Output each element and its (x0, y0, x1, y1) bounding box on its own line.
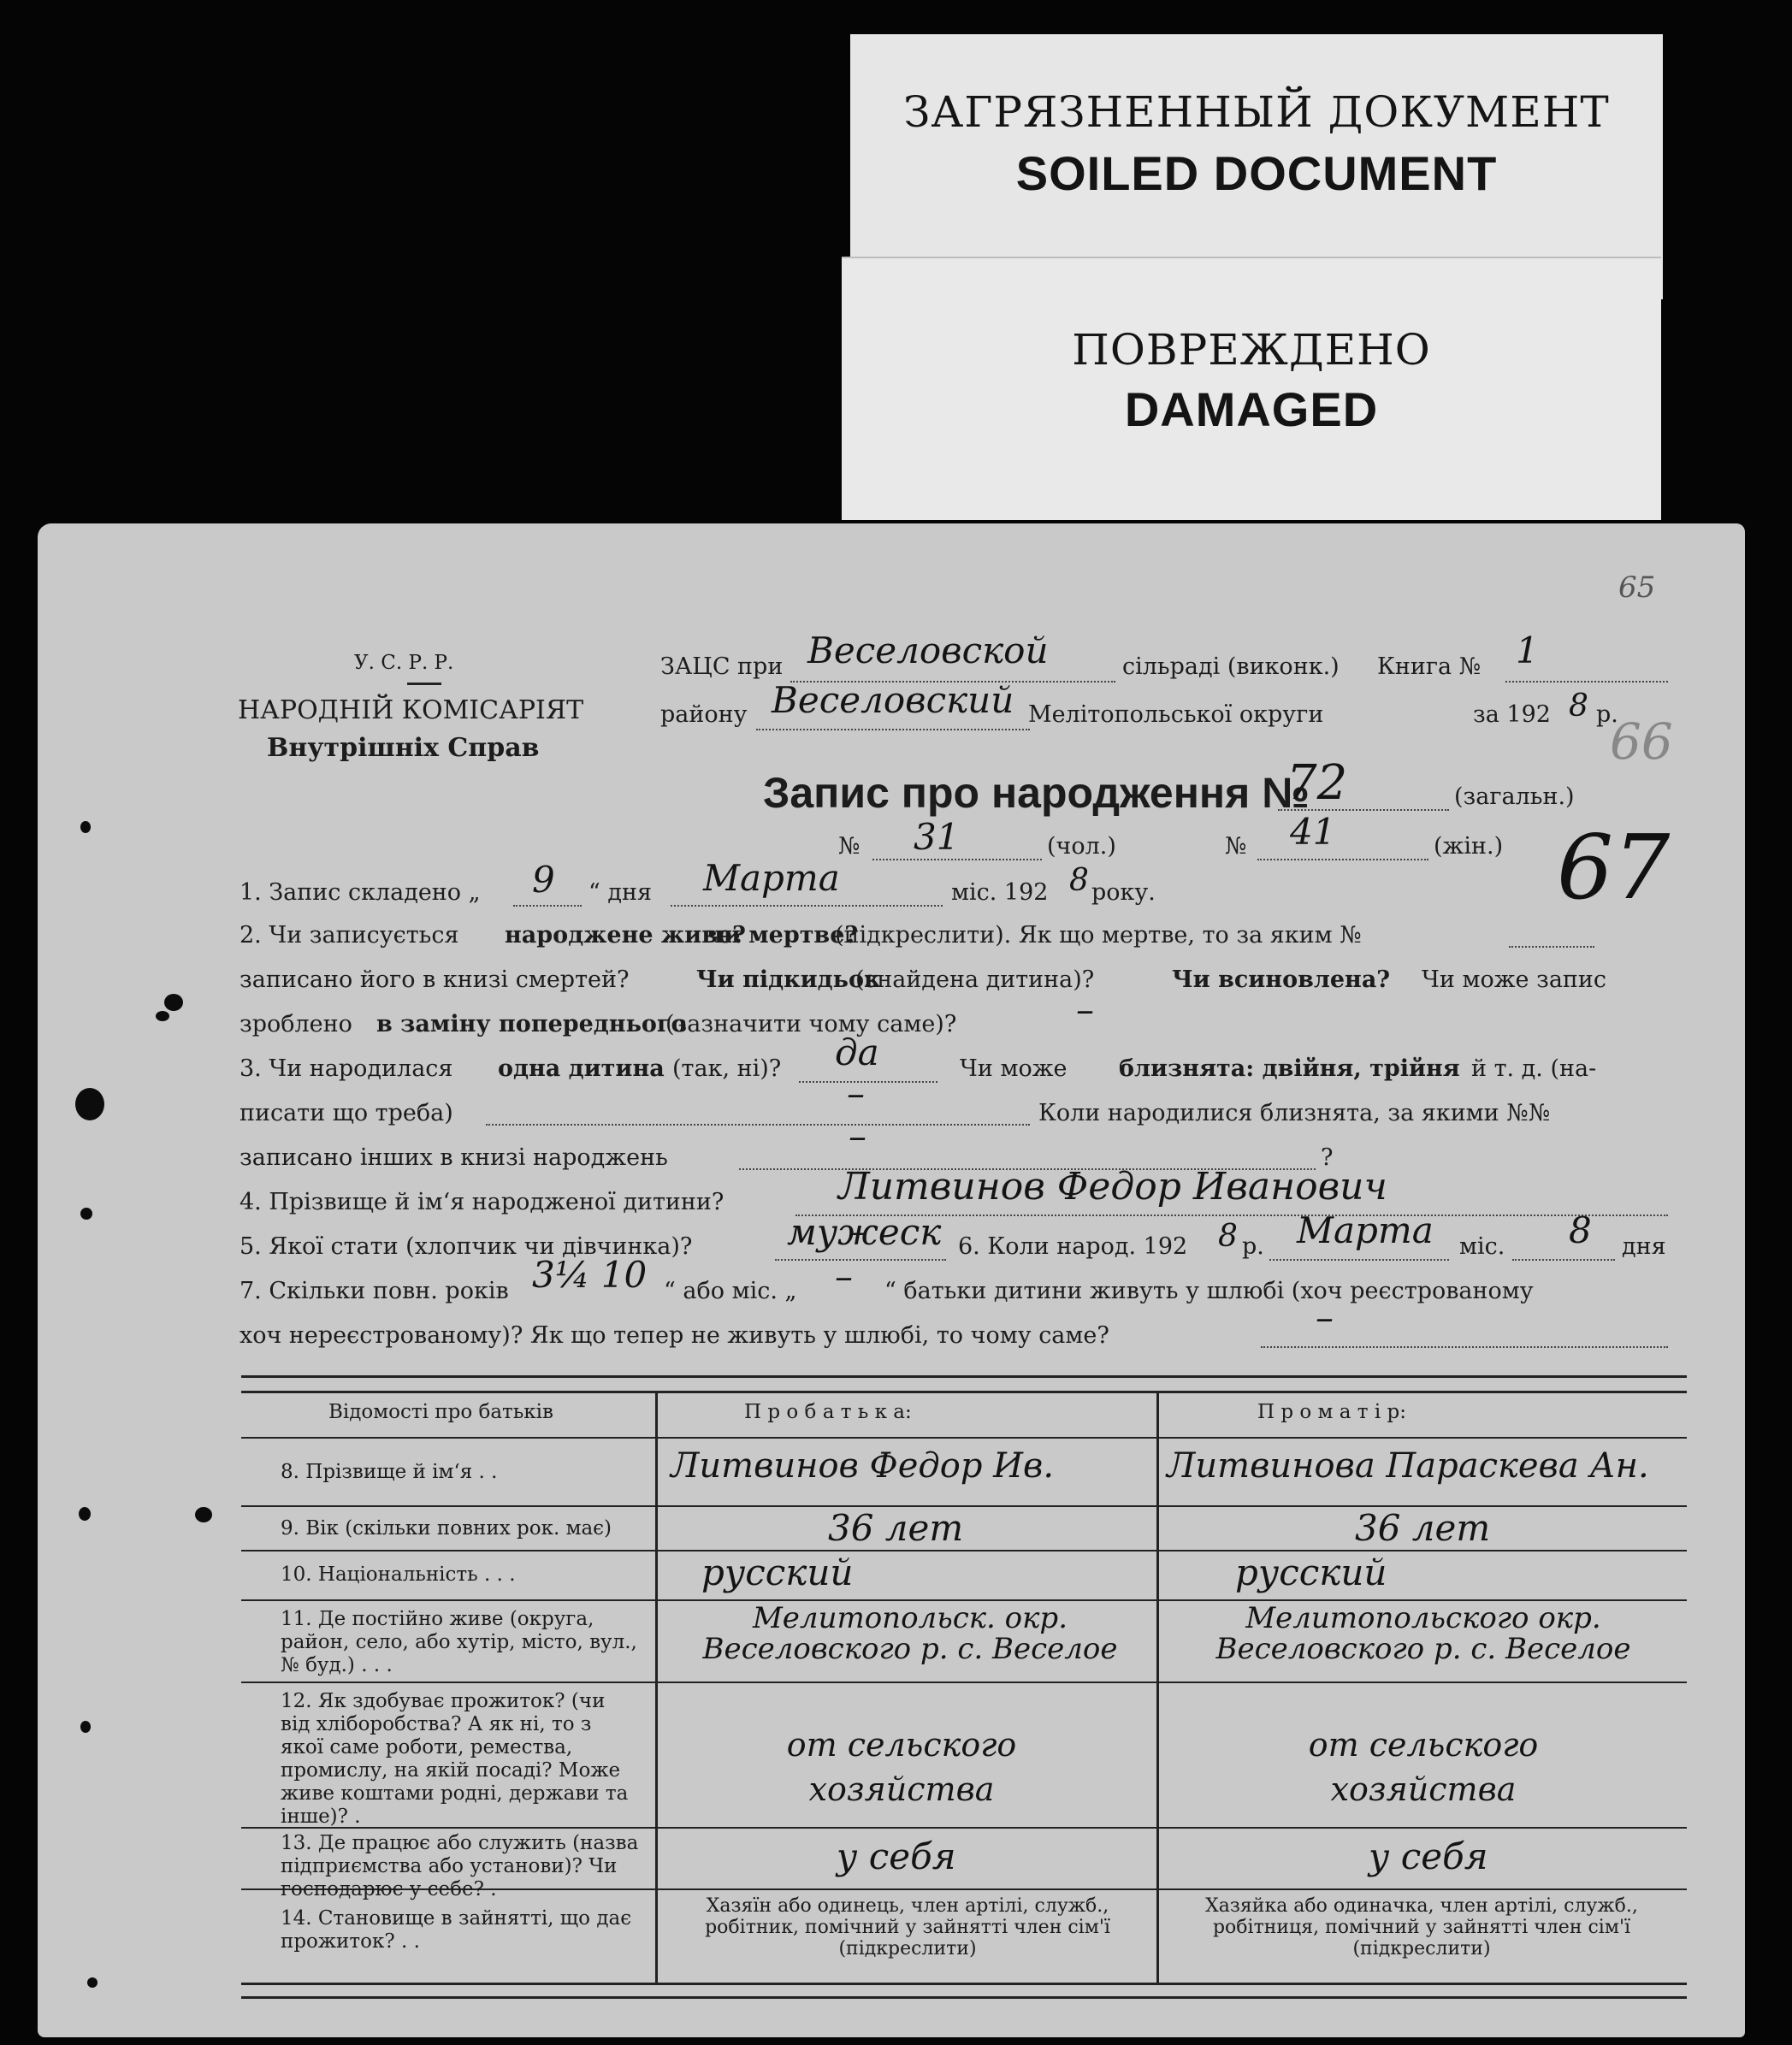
q2-line2-d: Чи всиновлена? (1172, 966, 1391, 993)
q4-text: 4. Прізвище й ім‘я народженої дитини? (240, 1189, 724, 1215)
q2-line2-e: Чи може запис (1422, 966, 1607, 993)
q2-line3-b: в заміну попереднього (376, 1011, 687, 1037)
table-header-mother: П р о м а т і р: (1257, 1401, 1406, 1423)
q7-dash2-hw: – (1316, 1297, 1334, 1339)
q7-age-hw: 3¼ 10 (532, 1254, 648, 1296)
child-name-hw: Литвинов Федор Иванович (838, 1165, 1387, 1209)
district-label: району (660, 701, 748, 728)
mother-livelihood-hw: от сельского хозяйства (1308, 1726, 1539, 1808)
q2-line1-b: народжене живе? (505, 922, 746, 949)
damaged-label-ru: ПОВРЕЖДЕНО (1072, 325, 1431, 375)
divider (407, 683, 441, 685)
q3-line1-f: й т. д. (на- (1471, 1055, 1597, 1082)
archive-number-67: 67 (1557, 815, 1671, 919)
female-no: № (1225, 833, 1247, 860)
child-sex-hw: мужеск (787, 1211, 942, 1253)
father-age-hw: 36 лет (828, 1507, 964, 1549)
punch-hole (195, 1507, 212, 1522)
selrada-label: сільраді (виконк.) (1122, 653, 1340, 680)
q1-year-label: міс. 192 (951, 879, 1049, 906)
q3-line1-e: близнята: двійня, трійня (1119, 1055, 1460, 1082)
q3-dash2-hw: – (849, 1115, 866, 1157)
table-row-question: 9. Вік (скільки повних рок. має) (281, 1517, 612, 1540)
q1-year-suffix: року. (1091, 879, 1156, 906)
punch-hole (80, 821, 91, 833)
q6-year-hw: 8 (1218, 1219, 1238, 1254)
q2-line2-a: записано його в книзі смертей? (240, 966, 630, 993)
mother-age-hw: 36 лет (1355, 1507, 1491, 1549)
q5-text: 5. Якої стати (хлопчик чи дівчинка)? (240, 1233, 693, 1260)
table-row-question: 13. Де працює або служить (назва підприємства або установи)? Чи господарює у себе? . (281, 1832, 639, 1900)
table-row-question: 11. Де постійно живе (округа, район, село, або хутір, місто, вул., № буд.) . . . (281, 1608, 637, 1676)
q2-dash-hw: – (1076, 989, 1094, 1031)
q3-line2-a: писати що треба) (240, 1100, 453, 1126)
punch-hole (75, 1088, 104, 1120)
q1-text: 1. Запис складено „ (240, 879, 481, 906)
q6-day-hw: 8 (1569, 1209, 1592, 1251)
general-label: (загальн.) (1454, 783, 1575, 810)
q3-line1-d: Чи може (960, 1055, 1068, 1082)
mother-name-hw: Литвинова Параскева Ан. (1167, 1446, 1649, 1486)
female-number-hw: 41 (1290, 811, 1336, 853)
q3-dash-hw: – (847, 1073, 865, 1114)
mother-workplace-hw: у себя (1369, 1835, 1488, 1877)
ussr-heading: У. С. Р. Р. (354, 652, 454, 674)
q6-day-label: дня (1622, 1233, 1666, 1260)
male-no: № (838, 833, 861, 860)
table-row-question: 12. Як здобуває прожиток? (чи від хліборобства? А як ні, то з якої саме роботи, ремества, промислу, на якій посаді? Може живе коштами родні, держави та інше)? . (281, 1690, 629, 1828)
table-row-question: 8. Прізвище й ім‘я . . (281, 1461, 498, 1483)
male-label: (чол.) (1047, 833, 1116, 860)
q7-text-d: хоч нереєстрованому)? Як що тепер не живуть у шлюбі, то чому саме? (240, 1322, 1109, 1349)
internal-affairs-heading: Внутрішніх Справ (267, 733, 540, 763)
father-occupation-options: Хазяїн або одинець, член артілі, служб., робітник, помічний у зайнятті член сім'ї (підкреслити) (705, 1895, 1110, 1959)
birth-record-sheet (38, 523, 1745, 2037)
q1-year-hw: 8 (1069, 863, 1089, 898)
soiled-label-en: SOILED DOCUMENT (1015, 146, 1498, 200)
year-suffix: р. (1596, 701, 1618, 728)
punch-hole (80, 1721, 91, 1733)
q6-month-label: міс. (1459, 1233, 1505, 1260)
q2-line1-c: чи мертве? (707, 922, 859, 949)
punch-hole (79, 1507, 91, 1521)
punch-hole (80, 1208, 92, 1220)
q2-line1-d: (підкреслити). Як що мертве, то за яким № (835, 922, 1362, 949)
damaged-label-en: DAMAGED (1124, 382, 1379, 436)
table-row-question: 14. Становище в зайнятті, що дає прожиток? . . (281, 1907, 632, 1953)
district-hw: Веселовский (772, 679, 1014, 721)
q2-line2-c: (знайдена дитина)? (855, 966, 1095, 993)
record-title: Запис про народження № (763, 769, 1310, 817)
year-hw: 8 (1569, 689, 1588, 724)
okruha-label: Мелітопольської округи (1028, 701, 1324, 728)
book-label: Книга № (1377, 653, 1482, 680)
q2-line3-c: (зазначити чому саме)? (665, 1011, 957, 1037)
q2-line2-b: Чи підкидьок (696, 966, 881, 993)
father-livelihood-hw: от сельского хозяйства (786, 1726, 1017, 1808)
zags-hw: Веселовской (807, 629, 1049, 671)
punch-hole (87, 1977, 98, 1988)
archive-number-65: 65 (1618, 570, 1656, 605)
father-workplace-hw: у себя (837, 1835, 956, 1877)
q2-line1-a: 2. Чи записується (240, 922, 459, 949)
table-row-question: 10. Національність . . . (281, 1563, 516, 1586)
q2-line3-a: зроблено (240, 1011, 352, 1037)
record-number-hw: 72 (1286, 755, 1348, 811)
table-header-info: Відомості про батьків (328, 1401, 553, 1423)
q7-dash-hw: – (835, 1256, 853, 1297)
q6-month-hw: Марта (1297, 1209, 1434, 1251)
mother-residence-hw: Мелитопольского окр. Веселовского р. с. Веселое (1215, 1601, 1631, 1666)
q3-line1-a: 3. Чи народилася (240, 1055, 453, 1082)
year-label: за 192 (1473, 701, 1551, 728)
father-residence-hw: Мелитопольск. окр. Веселовского р. с. Веселое (702, 1601, 1118, 1666)
commissariat-heading: НАРОДНІЙ КОМІСАРІЯТ (238, 695, 584, 725)
book-number-hw: 1 (1516, 629, 1539, 671)
q7-text-b: “ або міс. „ (664, 1278, 797, 1304)
father-name-hw: Литвинов Федор Ив. (671, 1446, 1055, 1486)
soiled-label-ru: ЗАГРЯЗНЕННЫЙ ДОКУМЕНТ (903, 87, 1610, 137)
mother-occupation-options: Хазяйка або одиначка, член артілі, служб., робітниця, помічний у зайнятті член сім'ї (підкреслити) (1205, 1895, 1638, 1959)
q3-line1-c: (так, ні)? (672, 1055, 782, 1082)
q3-line3-b: ? (1321, 1144, 1334, 1171)
q1-day-suffix: “ дня (588, 879, 653, 906)
q3-line1-b: одна дитина (498, 1055, 665, 1082)
table-header-father: П р о б а т ь к а: (744, 1401, 912, 1423)
female-label: (жін.) (1434, 833, 1504, 860)
q1-day-hw: 9 (532, 859, 555, 901)
q1-month-hw: Марта (703, 857, 840, 899)
father-nationality-hw: русский (701, 1551, 854, 1593)
punch-hole (164, 994, 183, 1011)
archive-number-66: 66 (1610, 712, 1673, 771)
q3-line2-b: Коли народилися близнята, за якими №№ (1038, 1100, 1551, 1126)
q7-text-a: 7. Скільки повн. років (240, 1278, 509, 1304)
q7-text-c: “ батьки дитини живуть у шлюбі (хоч реєстрованому (884, 1278, 1534, 1304)
punch-hole (156, 1011, 169, 1021)
q3-line3-a: записано інших в книзі народжень (240, 1144, 668, 1171)
q6-text: 6. Коли народ. 192 (958, 1233, 1188, 1260)
q6-year-suffix: р. (1242, 1233, 1264, 1260)
damaged-document-label (842, 257, 1661, 520)
q3-answer-hw: да (835, 1031, 879, 1073)
male-number-hw: 31 (914, 816, 960, 858)
zags-prefix: ЗАЦС при (660, 653, 784, 680)
mother-nationality-hw: русский (1235, 1551, 1387, 1593)
